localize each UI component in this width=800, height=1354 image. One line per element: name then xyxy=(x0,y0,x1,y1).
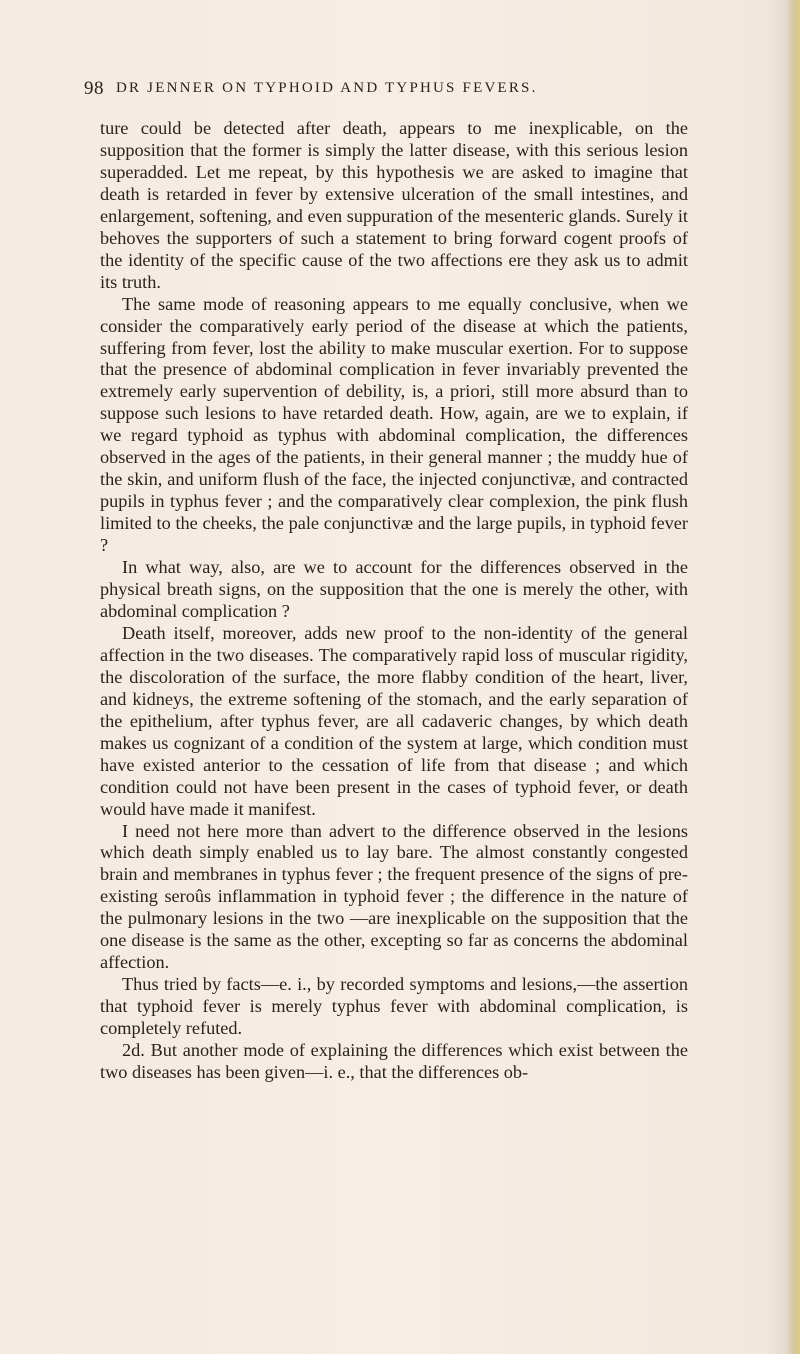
paragraph: In what way, also, are we to account for the differences observed in the physical breath signs, on the supposition that the one is merely the other, with abdominal complication ? xyxy=(100,557,688,621)
paragraph: Thus tried by facts—e. i., by recorded symptoms and lesions,—the assertion that typhoid fever is merely typhus fever with abdominal complication, is completely refuted. xyxy=(100,974,688,1039)
paragraph: Death itself, moreover, adds new proof to the non-identity of the general affection in the two diseases. The comparatively rapid loss of muscular rigidity, the discoloration of the surface, the more flabby condition of the heart, liver, and kidneys, the extreme softening of the stomach, and the early separation of the epithelium, after typhus fever, are all cadaveric changes, by which death makes us cognizant of a condition of the system at large, which condition must have existed anterior to the cessation of life from that disease ; and which condition could not have been present in the cases of typhoid fever, or death would have made it manifest. xyxy=(100,622,688,819)
page-edge xyxy=(786,0,800,1354)
page-number: 98 xyxy=(84,78,104,99)
page-header xyxy=(84,78,704,100)
paragraph: The same mode of reasoning appears to me equally conclusive, when we consider the comparatively early period of the disease at which the patients, suffering from fever, lost the ability to make muscular exertion. For to suppose that the presence of abdominal complication in fever invariably prevented the extremely early supervention of debility, is, a priori, still more absurd than to suppose such lesions to have retarded death. How, again, are we to explain, if we regard typhoid as typhus with abdominal complication, the differences observed in the ages of the patients, in their general manner ; the muddy hue of the skin, and uniform flush of the face, the injected conjunctivæ, and contracted pupils in typhus fever ; and the comparatively clear complexion, the pink flush limited to the cheeks, the pale conjunctivæ and the large pupils, in typhoid fever ? xyxy=(100,293,688,556)
body-text xyxy=(100,118,688,1084)
running-title: DR JENNER ON TYPHOID AND TYPHUS FEVERS. xyxy=(116,80,538,96)
paragraph: ture could be detected after death, appears to me inexplicable, on the supposition that the former is simply the latter disease, with this serious lesion superadded. Let me repeat, by this hypothesis we are asked to imagine that death is retarded in fever by extensive ulceration of the small intestines, and enlargement, softening, and even suppuration of the mesenteric glands. Surely it behoves the supporters of such a statement to bring forward cogent proofs of the identity of the specific cause of the two affections ere they ask us to admit its truth. xyxy=(100,118,688,292)
paragraph: I need not here more than advert to the difference observed in the lesions which death simply enabled us to lay bare. The almost constantly congested brain and membranes in typhus fever ; the frequent presence of the signs of pre-existing seroûs inflammation in typhoid fever ; the difference in the nature of the pulmonary lesions in the two —are inexplicable on the supposition that the one disease is the same as the other, excepting so far as concerns the abdominal affection. xyxy=(100,820,688,973)
paragraph: 2d. But another mode of explaining the differences which exist between the two diseases has been given—i. e., that the differences ob- xyxy=(100,1040,688,1082)
